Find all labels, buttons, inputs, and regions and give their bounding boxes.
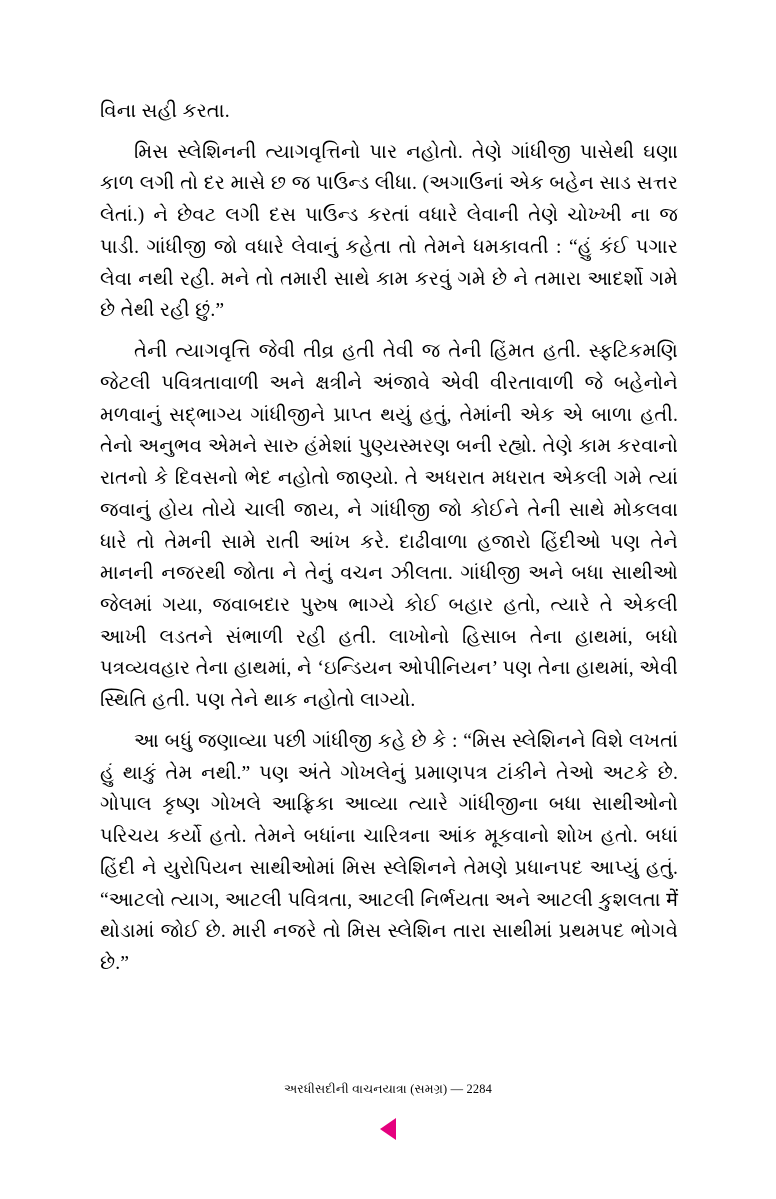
paragraph: વિના સહી કરતા. [100,101,230,122]
page-text-body [100,96,678,980]
triangle-left-icon [380,1118,396,1140]
page-footer: અરધીસદીની વાચનયાત્રા (સમગ્ર) — 2284 [283,1082,493,1096]
previous-page-button[interactable] [0,1118,776,1140]
paragraph: તેની ત્યાગવૃત્તિ જેવી તીવ્ર હતી તેવી જ તેની હિંમત હતી. સ્ફટિકમણિ જેટલી પવિત્રતાવાળી અને ક્ષત્રીને અંજાવે એવી વીરતાવાળી જે બહેનોને મળવાનું સદ્‌ભાગ્ય ગાંધીજીને પ્રાપ્ત થયું હતું, તેમાંની એક એ બાળા હતી. તેનો અનુભવ એમને સારુ હંમેશાં પુણ્યસ્મરણ બની રહ્યો. તેણે કામ કરવાનો રાતનો કે દિવસનો ભેદ નહોતો જાણ્યો. તે અધરાત મધરાત એકલી ગમે ત્યાં જવાનું હોય તોયે ચાલી જાય, ને ગાંધીજી જો કોઈને તેની સાથે મોકલવા ધારે તો તેમની સામે રાતી આંખ કરે. દાઢીવાળા હજારો હિંદીઓ પણ તેને માનની નજરથી જોતા ને તેનું વચન ઝીલતા. ગાંધીજી અને બધા સાથીઓ જેલમાં ગયા, જવાબદાર પુરુષ ભાગ્યે કોઈ બહાર હતો, ત્યારે તે એકલી આખી લડતને સંભાળી રહી હતી. લાખોનો હિસાબ તેના હાથમાં, બધો પત્રવ્યવહાર તેના હાથમાં, ને ‘ઇન્ડિયન ઓપીનિયન’ પણ તેના હાથમાં, એવી સ્થિતિ હતી. પણ તેને થાક નહોતો લાગ્યો. [100,341,678,712]
paragraph: મિસ સ્લેશિનની ત્યાગવૃત્તિનો પાર નહોતો. તેણે ગાંધીજી પાસેથી ઘણા કાળ લગી તો દર માસે છ જ પાઉન્ડ લીધા. (અગાઉનાં એક બહેન સાડ સત્તર લેતાં.) ને છેવટ લગી દસ પાઉન્ડ કરતાં વધારે લેવાની તેણે ચોખ્ખી ના જ પાડી. ગાંધીજી જો વધારે લેવાનું કહેતા તો તેમને ધમકાવતી : “હું કંઈ પગાર લેવા નથી રહી. મને તો તમારી સાથે કામ કરવું ગમે છે ને તમારા આદર્શો ગમે છે તેથી રહી છું.” [100,141,678,322]
paragraph: આ બધું જણાવ્યા પછી ગાંધીજી કહે છે કે : “મિસ સ્લેશિનને વિશે લખતાં હું થાકું તેમ નથી.” પણ અંતે ગોખલેનું પ્રમાણપત્ર ટાંકીને તેઓ અટકે છે. ગોપાલ કૃષ્ણ ગોખલે આફ્રિકા આવ્યા ત્યારે ગાંધીજીના બધા સાથીઓનો પરિચય કર્યો હતો. તેમને બધાંના ચારિત્રના આંક મૂકવાનો શોખ હતો. બધાં હિંદી ને યુરોપિયન સાથીઓમાં મિસ સ્લેશિનને તેમણે પ્રધાનપદ આપ્યું હતું. “આટલો ત્યાગ, આટલી પવિત્રતા, આટલી નિર્ભયતા અને આટલી કુશલતા में થોડામાં જોઈ છે. મારી નજરે તો મિસ સ્લેશિન તારા સાથીમાં પ્રથમપદ ભોગવે છે.” [100,730,678,975]
